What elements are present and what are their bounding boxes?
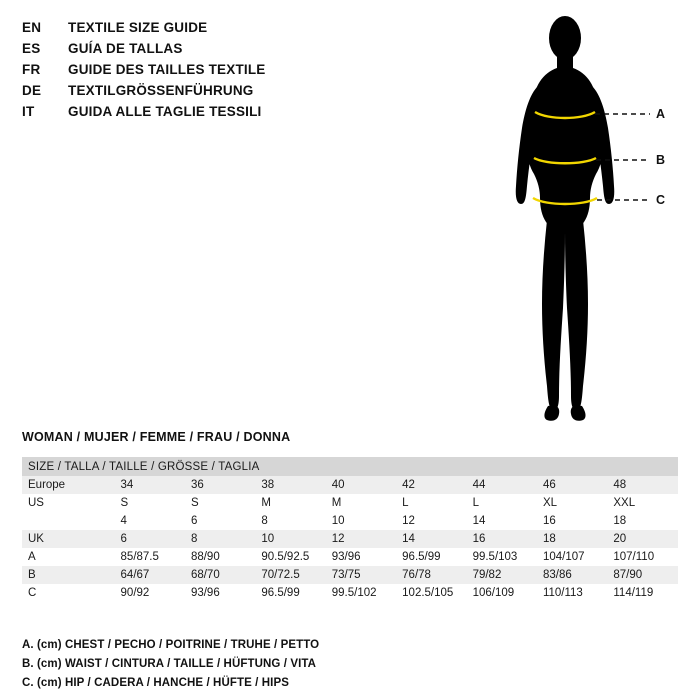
cell: 104/107 <box>537 548 607 566</box>
cell: L <box>396 494 466 512</box>
title-lang-it: IT <box>22 104 35 119</box>
row-label: UK <box>22 530 115 548</box>
cell: 4 <box>115 512 185 530</box>
table-row <box>22 584 678 602</box>
cell: M <box>255 494 325 512</box>
table-row <box>22 548 678 566</box>
row-label: Europe <box>22 476 115 494</box>
callout-letter-c: C <box>656 193 666 207</box>
table-row <box>22 476 678 494</box>
cell: 83/86 <box>537 566 607 584</box>
table-row <box>22 530 678 548</box>
cell: 16 <box>467 530 537 548</box>
cell: 40 <box>326 476 396 494</box>
title-lang-de: DE <box>22 83 42 98</box>
size-table-wrapper <box>22 457 678 602</box>
cell: L <box>467 494 537 512</box>
cell: S <box>185 494 255 512</box>
cell: 99.5/102 <box>326 584 396 602</box>
cell: 85/87.5 <box>115 548 185 566</box>
size-table <box>22 457 678 602</box>
title-row-it <box>22 104 492 125</box>
cell: 6 <box>185 512 255 530</box>
cell: 16 <box>537 512 607 530</box>
cell: 96.5/99 <box>396 548 466 566</box>
cell: 99.5/103 <box>467 548 537 566</box>
cell: 36 <box>185 476 255 494</box>
cell: 12 <box>396 512 466 530</box>
title-text-de: TEXTILGRÖSSENFÜHRUNG <box>68 83 254 98</box>
cell: 10 <box>255 530 325 548</box>
row-label: B <box>22 566 115 584</box>
cell: XL <box>537 494 607 512</box>
legend-line-b: B. (cm) WAIST / CINTURA / TAILLE / HÜFTUNG / VITA <box>22 658 317 670</box>
title-row-de <box>22 83 492 104</box>
table-row <box>22 494 678 512</box>
cell: 20 <box>607 530 678 548</box>
cell: 12 <box>326 530 396 548</box>
cell: 79/82 <box>467 566 537 584</box>
cell: 90/92 <box>115 584 185 602</box>
cell: M <box>326 494 396 512</box>
row-label: US <box>22 494 115 512</box>
callout-letter-b: B <box>656 153 666 167</box>
cell: 48 <box>607 476 678 494</box>
cell: 88/90 <box>185 548 255 566</box>
title-block <box>22 20 492 125</box>
row-label: C <box>22 584 115 602</box>
title-lang-en: EN <box>22 20 42 35</box>
cell: 102.5/105 <box>396 584 466 602</box>
cell: 106/109 <box>467 584 537 602</box>
cell: 107/110 <box>607 548 678 566</box>
cell: 14 <box>467 512 537 530</box>
title-row-es <box>22 41 492 62</box>
cell: 38 <box>255 476 325 494</box>
cell: 93/96 <box>185 584 255 602</box>
cell: 8 <box>185 530 255 548</box>
title-row-fr <box>22 62 492 83</box>
cell: 70/72.5 <box>255 566 325 584</box>
title-row-en <box>22 20 492 41</box>
cell: 46 <box>537 476 607 494</box>
female-silhouette-icon <box>490 8 690 433</box>
legend-line-a: A. (cm) CHEST / PECHO / POITRINE / TRUHE / PETTO <box>22 639 320 651</box>
cell: 64/67 <box>115 566 185 584</box>
cell: 110/113 <box>537 584 607 602</box>
title-lang-fr: FR <box>22 62 41 77</box>
legend-line-c: C. (cm) HIP / CADERA / HANCHE / HÜFTE / HIPS <box>22 677 290 689</box>
female-silhouette-figure <box>490 8 690 433</box>
cell: 44 <box>467 476 537 494</box>
cell: 76/78 <box>396 566 466 584</box>
cell: 14 <box>396 530 466 548</box>
cell: 87/90 <box>607 566 678 584</box>
title-text-es: GUÍA DE TALLAS <box>68 41 183 56</box>
woman-section-label: WOMAN / MUJER / FEMME / FRAU / DONNA <box>22 430 291 444</box>
cell: 93/96 <box>326 548 396 566</box>
cell: XXL <box>607 494 678 512</box>
cell: 96.5/99 <box>255 584 325 602</box>
cell: 42 <box>396 476 466 494</box>
callout-letter-a: A <box>656 107 666 121</box>
cell: 8 <box>255 512 325 530</box>
row-label: A <box>22 548 115 566</box>
table-row <box>22 566 678 584</box>
cell: 114/119 <box>607 584 678 602</box>
cell: 18 <box>537 530 607 548</box>
measurement-legend <box>22 636 622 693</box>
title-text-en: TEXTILE SIZE GUIDE <box>68 20 208 35</box>
cell: 6 <box>115 530 185 548</box>
row-label <box>22 512 115 530</box>
cell: 68/70 <box>185 566 255 584</box>
table-header-label: SIZE / TALLA / TAILLE / GRÖSSE / TAGLIA <box>22 457 678 476</box>
title-text-fr: GUIDE DES TAILLES TEXTILE <box>68 62 266 77</box>
title-text-it: GUIDA ALLE TAGLIE TESSILI <box>68 104 262 119</box>
cell: 90.5/92.5 <box>255 548 325 566</box>
cell: 34 <box>115 476 185 494</box>
table-row <box>22 512 678 530</box>
table-header-row <box>22 457 678 476</box>
cell: 10 <box>326 512 396 530</box>
cell: 73/75 <box>326 566 396 584</box>
cell: S <box>115 494 185 512</box>
cell: 18 <box>607 512 678 530</box>
title-lang-es: ES <box>22 41 41 56</box>
